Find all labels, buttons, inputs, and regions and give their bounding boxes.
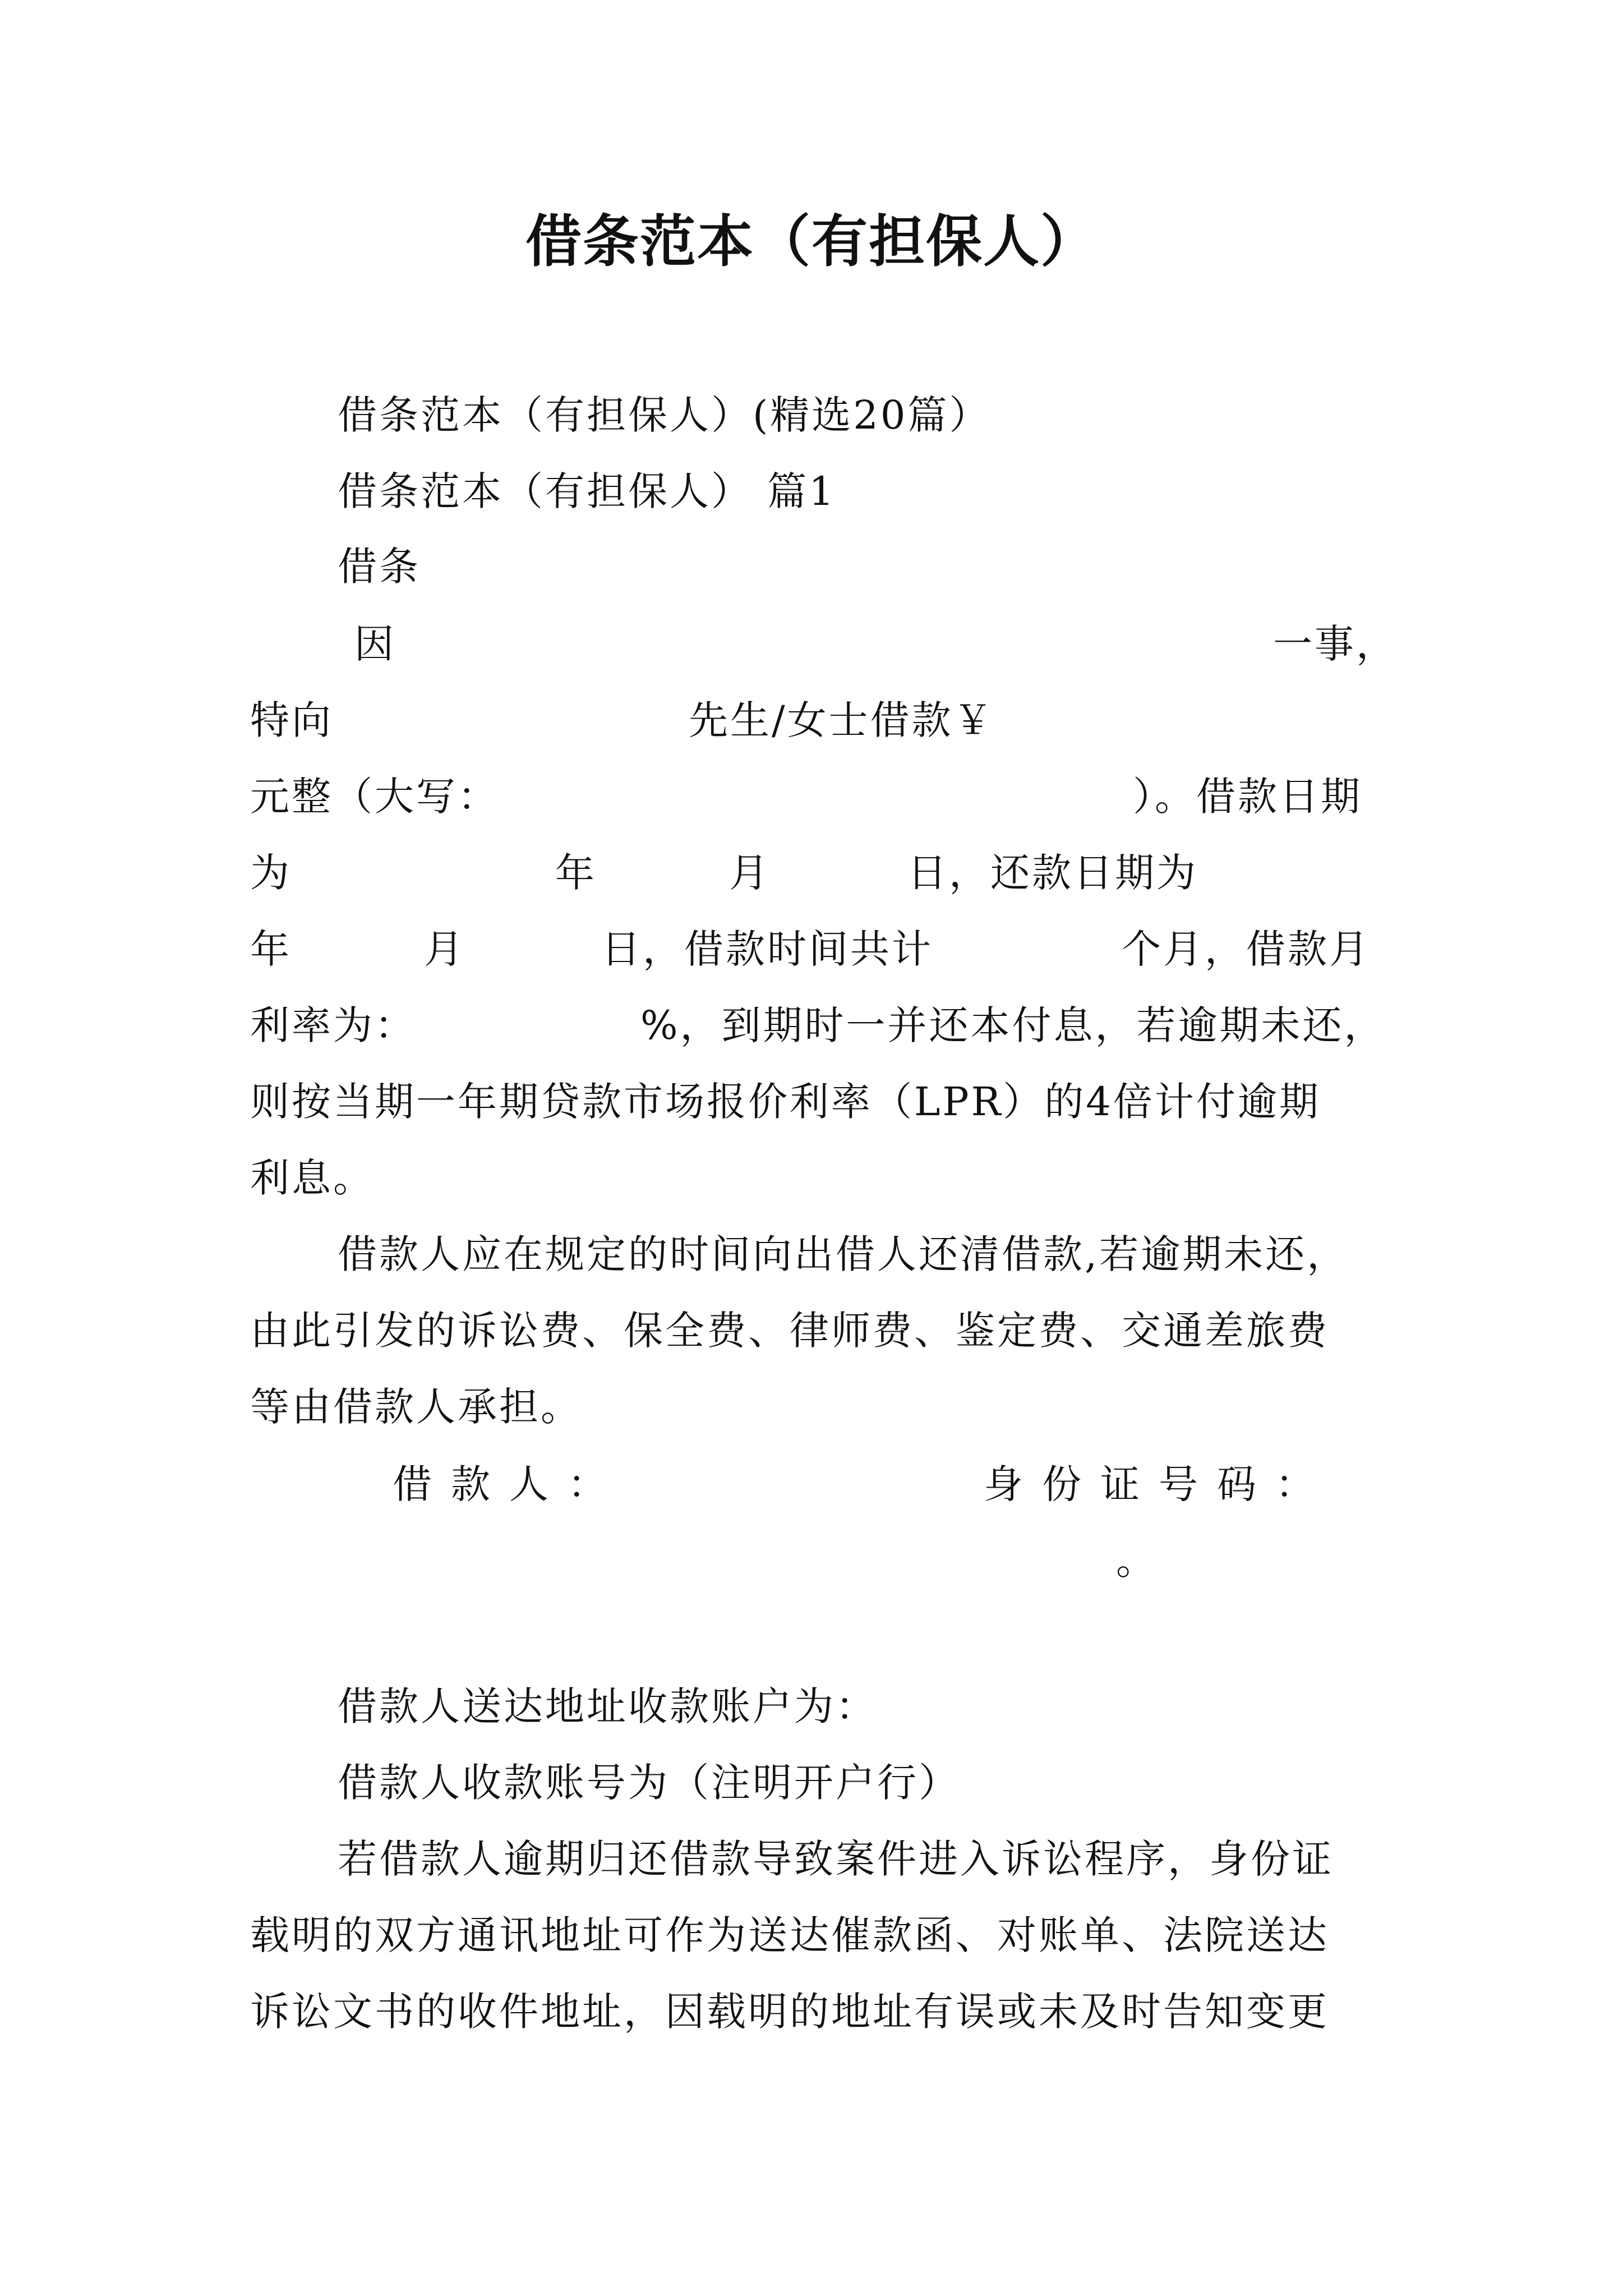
text-line8: 利息。 [250, 1155, 375, 1201]
text-line4-year: 年 [555, 850, 597, 896]
paragraph2-line3: 等由借款人承担。 [250, 1384, 582, 1430]
borrower-label: 借款人： [393, 1461, 626, 1507]
text-line5-day-total: 日，借款时间共计 [601, 926, 933, 972]
id-number-label: 身份证号码： [984, 1461, 1334, 1507]
paragraph2-line1: 借款人应在规定的时间向出借人还清借款,若逾期未还， [338, 1231, 1349, 1277]
paragraph3-line3: 诉讼文书的收件地址，因载明的地址有误或未及时告知变更 [250, 1989, 1329, 2035]
article-heading: 借条范本（有担保人） 篇1 [338, 468, 836, 514]
text-line7: 则按当期一年期贷款市场报价利率（LPR）的4倍计付逾期 [250, 1079, 1321, 1125]
text-line4-start: 为 [250, 850, 292, 896]
note-label: 借条 [338, 544, 421, 590]
text-line1-end: 一事， [1273, 621, 1398, 667]
paragraph2-line2: 由此引发的诉讼费、保全费、律师费、鉴定费、交通差旅费 [250, 1308, 1329, 1354]
text-line2-middle: 先生/女士借款￥ [689, 697, 995, 743]
paragraph3-line2: 载明的双方通讯地址可作为送达催款函、对账单、法院送达 [250, 1912, 1329, 1958]
subtitle: 借条范本（有担保人）(精选20篇） [338, 392, 991, 438]
paragraph3-line1: 若借款人逾期归还借款导致案件进入诉讼程序，身份证 [338, 1836, 1334, 1882]
text-line5-months: 个月，借款月 [1122, 926, 1371, 972]
text-line1-start: 因 [354, 621, 396, 667]
document-title: 借条范本（有担保人） [525, 208, 1098, 274]
text-line6-rest: %，到期时一并还本付息，若逾期未还， [640, 1002, 1386, 1048]
text-line5-month: 月 [424, 926, 465, 972]
text-line3-start: 元整（大写： [250, 774, 499, 820]
address-line: 借款人送达地址收款账户为： [338, 1683, 877, 1729]
text-line6-start: 利率为： [250, 1002, 416, 1048]
text-line4-month: 月 [729, 850, 771, 896]
text-line4-day-due: 日，还款日期为 [907, 850, 1198, 896]
text-line2-start: 特向 [250, 697, 333, 743]
text-line5-year: 年 [250, 926, 292, 972]
text-line3-end: ）。借款日期 [1133, 774, 1362, 820]
id-line-period: 。 [1116, 1538, 1158, 1584]
account-line: 借款人收款账号为（注明开户行） [338, 1760, 960, 1806]
